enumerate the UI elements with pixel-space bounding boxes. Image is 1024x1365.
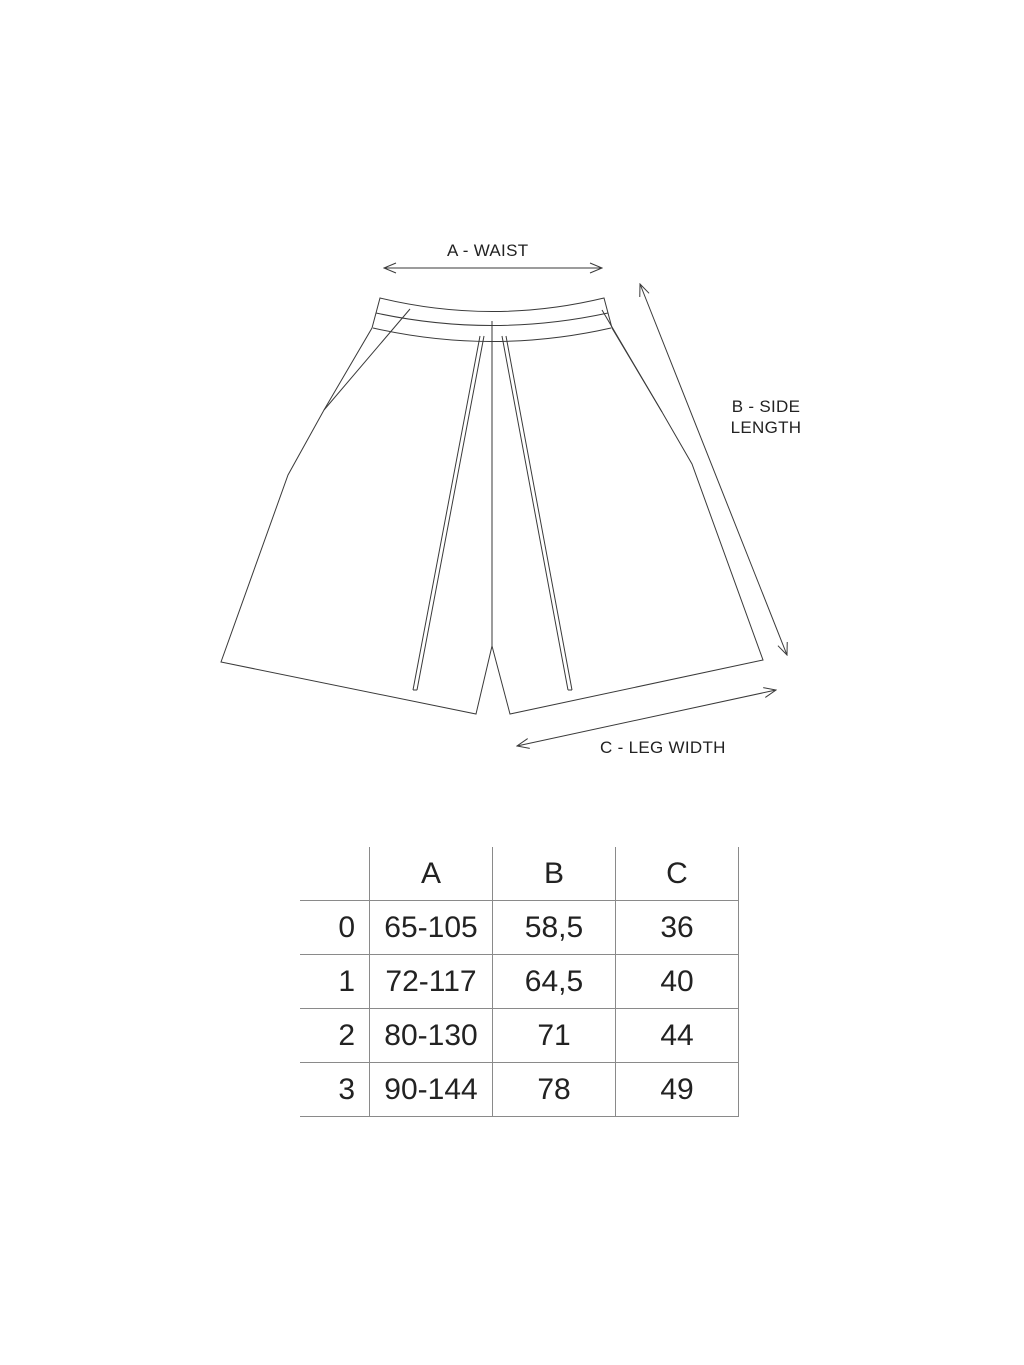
waist-label: A - WAIST	[447, 241, 529, 260]
cell-c: 49	[616, 1063, 739, 1117]
side-length-label	[727, 396, 805, 438]
table-header-corner	[300, 847, 370, 901]
cell-b: 58,5	[493, 901, 616, 955]
right-pleat	[502, 336, 572, 690]
table-row	[300, 1063, 739, 1117]
table-row	[300, 1009, 739, 1063]
table-header-b: B	[493, 847, 616, 901]
table-row	[300, 901, 739, 955]
table-header-c: C	[616, 847, 739, 901]
cell-a: 65-105	[370, 901, 493, 955]
cell-c: 36	[616, 901, 739, 955]
cell-a: 90-144	[370, 1063, 493, 1117]
cell-c: 44	[616, 1009, 739, 1063]
side-length-label-line1: B - SIDE	[731, 397, 801, 416]
cell-c: 40	[616, 955, 739, 1009]
size-label: 3	[300, 1063, 370, 1117]
left-pleat	[413, 336, 484, 690]
table-header-a: A	[370, 847, 493, 901]
size-label: 0	[300, 901, 370, 955]
left-pocket-line	[324, 309, 410, 410]
table-row	[300, 955, 739, 1009]
right-pocket-line	[602, 310, 662, 412]
cell-b: 64,5	[493, 955, 616, 1009]
cell-b: 71	[493, 1009, 616, 1063]
cell-b: 78	[493, 1063, 616, 1117]
leg-width-label: C - LEG WIDTH	[600, 738, 726, 757]
table-header-row	[300, 847, 739, 901]
size-label: 1	[300, 955, 370, 1009]
cell-a: 72-117	[370, 955, 493, 1009]
size-label: 2	[300, 1009, 370, 1063]
size-table	[300, 847, 739, 1117]
side-length-dimension-arrow	[640, 284, 787, 655]
cell-a: 80-130	[370, 1009, 493, 1063]
side-length-label-line2: LENGTH	[730, 418, 802, 437]
